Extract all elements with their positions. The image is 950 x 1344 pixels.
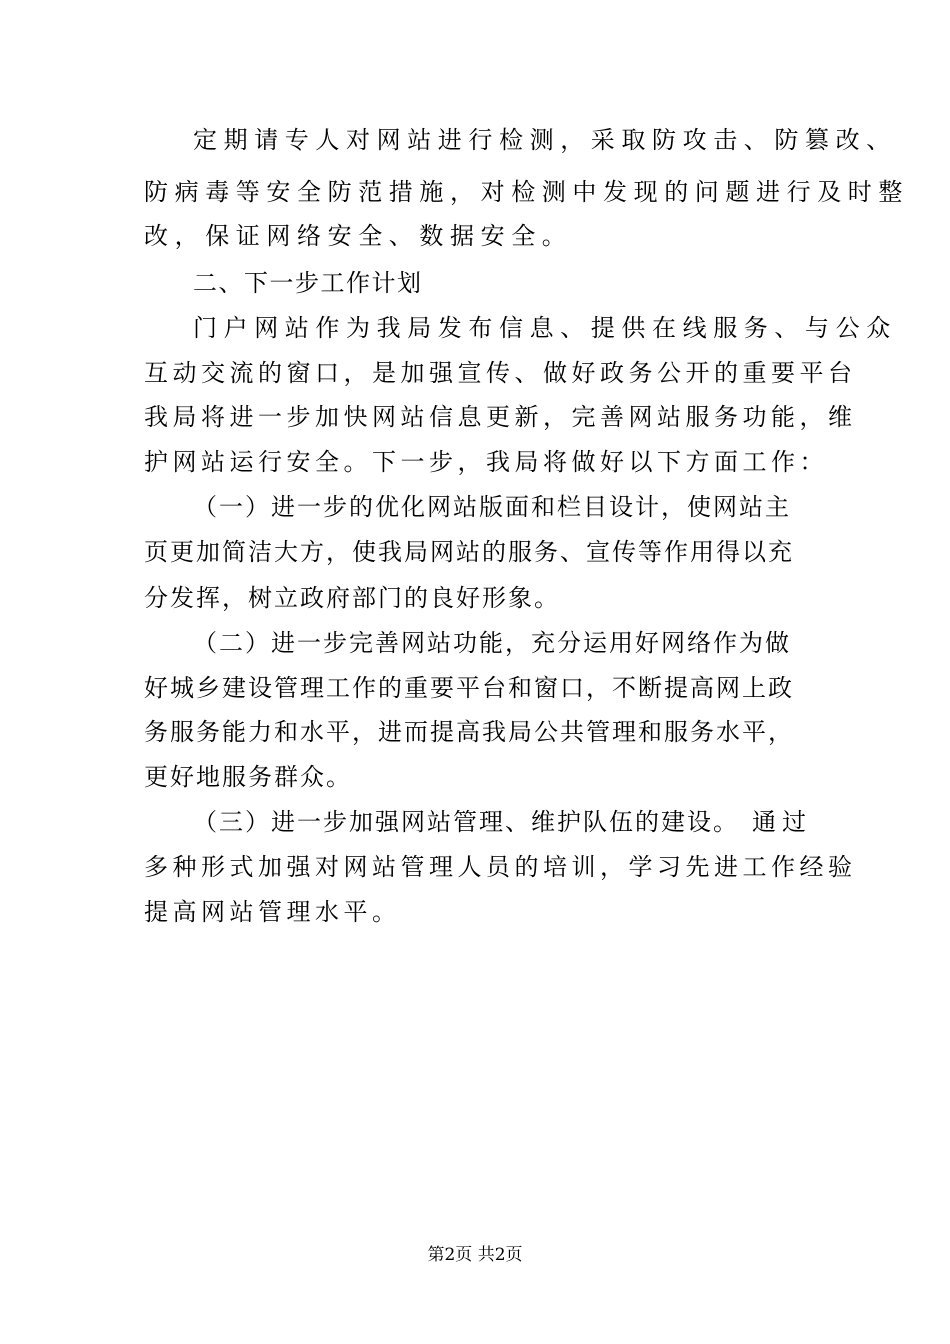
- paragraph-line: （一）进一步的优化网站版面和栏目设计，使网站主: [193, 493, 791, 521]
- paragraph-line-tail: 通过: [752, 808, 812, 836]
- paragraph-line: （二）进一步完善网站功能，充分运用好网络作为做: [193, 629, 791, 657]
- paragraph-line: 页更加简洁大方，使我局网站的服务、宣传等作用得以充: [144, 538, 794, 566]
- paragraph-line: 更好地服务群众。: [144, 763, 352, 791]
- paragraph-line: 多种形式加强对网站管理人员的培训，学习先进工作经验: [144, 853, 857, 881]
- paragraph-line: 门户网站作为我局发布信息、提供在线服务、与公众: [193, 314, 897, 342]
- paragraph-line: 分发挥，树立政府部门的良好形象。: [144, 584, 560, 612]
- paragraph-line: （三）进一步加强网站管理、维护队伍的建设。: [193, 808, 739, 836]
- paragraph-line: 防病毒等安全防范措施，对检测中发现的问题进行及时整: [144, 178, 909, 206]
- page-number-footer: 第2页 共2页: [427, 1245, 523, 1265]
- paragraph-line: 互动交流的窗口，是加强宣传、做好政务公开的重要平台: [144, 359, 857, 387]
- paragraph-line: 我局将进一步加快网站信息更新，完善网站服务功能，维: [144, 403, 857, 431]
- paragraph-line: 定期请专人对网站进行检测，采取防攻击、防篡改、: [193, 126, 897, 154]
- paragraph-line: 提高网站管理水平。: [144, 898, 401, 926]
- paragraph-line: 护网站运行安全。下一步，我局将做好以下方面工作：: [144, 448, 828, 476]
- section-heading: 二、下一步工作计划: [193, 269, 423, 297]
- paragraph-line: 好城乡建设管理工作的重要平台和窗口，不断提高网上政: [144, 674, 794, 702]
- paragraph-line: 改，保证网络安全、数据安全。: [144, 222, 573, 250]
- paragraph-line: 务服务能力和水平，进而提高我局公共管理和服务水平，: [144, 718, 794, 746]
